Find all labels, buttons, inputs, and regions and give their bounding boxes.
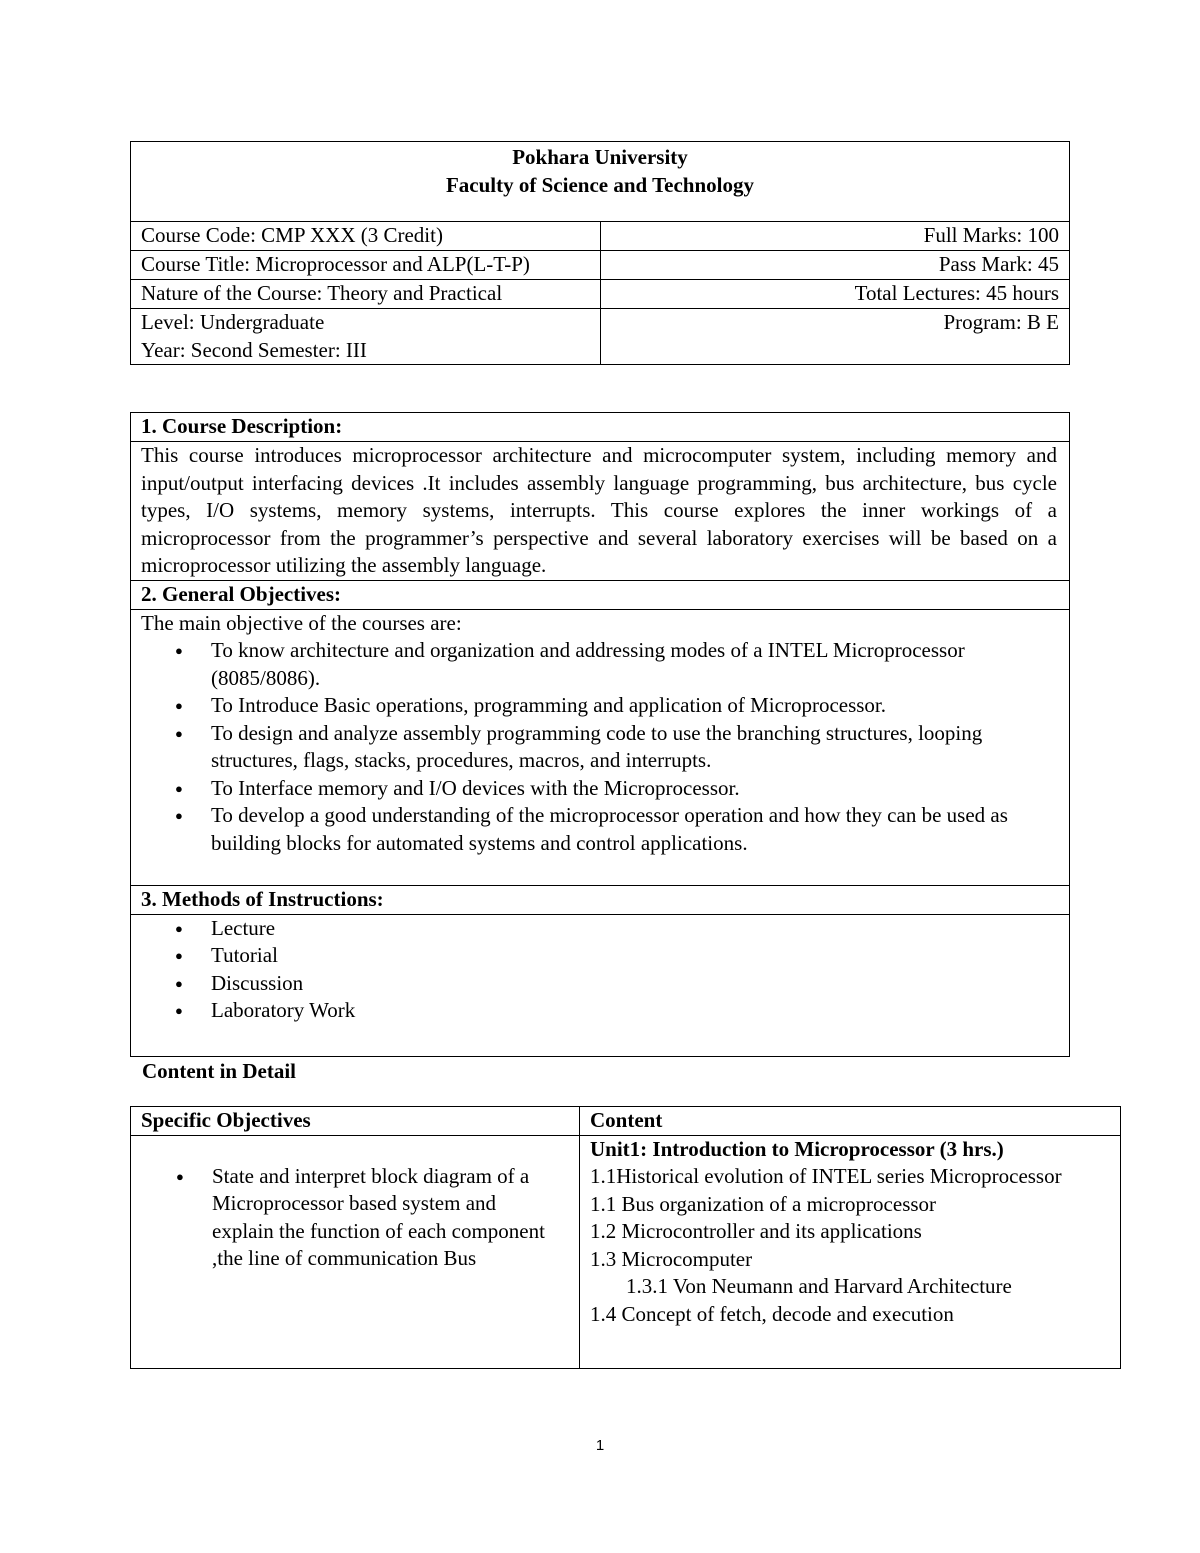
course-level: Level: Undergraduate bbox=[141, 310, 325, 334]
objectives-intro: The main objective of the courses are: bbox=[141, 610, 462, 635]
specific-objectives-list bbox=[141, 1163, 569, 1273]
specific-objectives-cell bbox=[131, 1135, 580, 1368]
unit-title: Unit1: Introduction to Microprocessor (3 hrs.) bbox=[590, 1136, 1004, 1161]
course-title: Course Title: Microprocessor and ALP(L-T-P) bbox=[131, 251, 601, 280]
content-in-detail-heading: Content in Detail bbox=[142, 1059, 296, 1083]
full-marks: Full Marks: 100 bbox=[600, 222, 1070, 251]
list-item: ● Tutorial bbox=[211, 942, 1059, 970]
specific-objectives-header: Specific Objectives bbox=[131, 1107, 580, 1136]
content-header: Content bbox=[580, 1107, 1121, 1136]
topic-item: 1.4 Concept of fetch, decode and execution bbox=[590, 1301, 954, 1326]
topic-item: 1.3 Microcomputer bbox=[590, 1246, 753, 1271]
university-title-cell bbox=[131, 142, 1070, 222]
course-year: Year: Second Semester: III bbox=[141, 337, 367, 362]
course-description-heading: 1. Course Description: bbox=[131, 413, 1070, 442]
level-year-cell bbox=[131, 309, 601, 365]
list-item: ● To Introduce Basic operations, programming and application of Microprocessor. bbox=[211, 692, 1059, 720]
page-number: 1 bbox=[595, 1437, 605, 1454]
list-item: ● State and interpret block diagram of a Microprocessor based system and explain the function of each component ,the line of communication Bus bbox=[212, 1163, 563, 1273]
list-item: ● To design and analyze assembly programming code to use the branching structures, looping structures, flags, stacks, procedures, macros, and interrupts. bbox=[211, 720, 1059, 775]
methods-heading: 3. Methods of Instructions: bbox=[131, 885, 1070, 914]
methods-list bbox=[141, 915, 1059, 1025]
topic-item: 1.1 Bus organization of a microprocessor bbox=[590, 1191, 937, 1216]
topic-item: 1.2 Microcontroller and its applications bbox=[590, 1219, 922, 1243]
course-program: Program: B E bbox=[600, 309, 1070, 365]
university-name: Pokhara University bbox=[512, 145, 688, 169]
list-item: ● Discussion bbox=[211, 970, 1059, 998]
content-detail-table bbox=[130, 1106, 1121, 1369]
course-sections-table bbox=[130, 412, 1070, 1057]
list-item: ● Lecture bbox=[211, 915, 1059, 943]
list-item: ● To develop a good understanding of the microprocessor operation and how they can be used as building blocks for automated systems and control applications. bbox=[211, 802, 1059, 857]
course-code: Course Code: CMP XXX (3 Credit) bbox=[131, 222, 601, 251]
total-lectures: Total Lectures: 45 hours bbox=[600, 280, 1070, 309]
course-description-text: This course introduces microprocessor architecture and microcomputer system, including memory and input/output interfacing devices .It includes assembly language programming, bus architecture, bus cycle types, I/O systems, memory systems, interrupts. This course explores the inner workings of a microprocessor from the programmer’s perspective and several laboratory exercises will be based on a microprocessor utilizing the assembly language. bbox=[131, 442, 1070, 581]
course-nature: Nature of the Course: Theory and Practical bbox=[131, 280, 601, 309]
list-item: ● Laboratory Work bbox=[211, 997, 1059, 1025]
objectives-list bbox=[141, 637, 1059, 857]
general-objectives-cell bbox=[131, 609, 1070, 885]
topic-item: 1.1Historical evolution of INTEL series Microprocessor bbox=[590, 1164, 1062, 1188]
list-item: ● To Interface memory and I/O devices with the Microprocessor. bbox=[211, 775, 1059, 803]
list-item: ● To know architecture and organization and addressing modes of a INTEL Microprocessor (8085/8086). bbox=[211, 637, 1059, 692]
methods-cell bbox=[131, 914, 1070, 1056]
course-header-table bbox=[130, 141, 1070, 365]
pass-mark: Pass Mark: 45 bbox=[600, 251, 1070, 280]
content-cell bbox=[580, 1135, 1121, 1368]
subtopic-item: 1.3.1 Von Neumann and Harvard Architecture bbox=[626, 1274, 1012, 1298]
general-objectives-heading: 2. General Objectives: bbox=[131, 580, 1070, 609]
faculty-name: Faculty of Science and Technology bbox=[445, 172, 755, 197]
